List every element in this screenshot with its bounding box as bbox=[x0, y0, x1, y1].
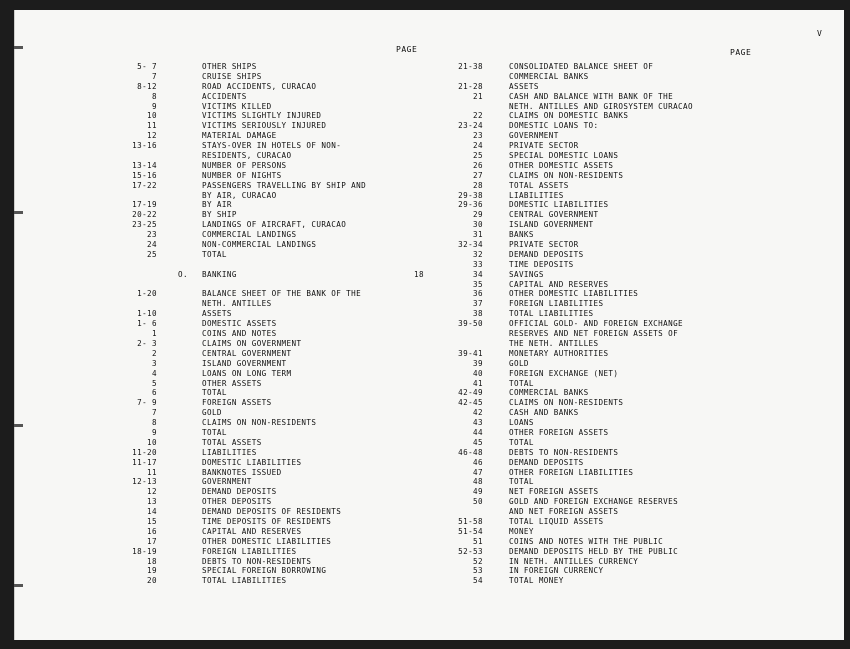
entry-label: FOREIGN LIABILITIES bbox=[509, 299, 604, 309]
entry-label: CLAIMS ON GOVERNMENT bbox=[202, 338, 302, 348]
entry-label: LANDINGS OF AIRCRAFT, CURACAO bbox=[202, 220, 347, 230]
entry-label: COINS AND NOTES WITH THE PUBLIC bbox=[509, 536, 664, 546]
entry-label: OTHER DOMESTIC ASSETS bbox=[509, 160, 614, 170]
entry-reference: 41 bbox=[473, 378, 483, 388]
left-page-heading: PAGE bbox=[396, 45, 418, 54]
entry-label: DOMESTIC LOANS TO: bbox=[509, 121, 599, 131]
entry-reference: 50 bbox=[473, 497, 483, 507]
entry-reference: 16 bbox=[147, 526, 157, 536]
entry-reference: 44 bbox=[473, 427, 483, 437]
entry-reference: 46-48 bbox=[458, 447, 483, 457]
entry-label: OTHER FOREIGN ASSETS bbox=[509, 427, 609, 437]
entry-label: TOTAL bbox=[509, 437, 534, 447]
entry-reference: 12-13 bbox=[132, 477, 157, 487]
entry-label: FOREIGN EXCHANGE (NET) bbox=[509, 368, 619, 378]
entry-label: CASH AND BALANCE WITH BANK OF THE bbox=[509, 91, 674, 101]
entry-label: BY AIR bbox=[202, 200, 232, 210]
entry-label: FOREIGN ASSETS bbox=[202, 398, 272, 408]
entry-reference: 11 bbox=[147, 121, 157, 131]
entry-reference: 54 bbox=[473, 576, 483, 586]
entry-reference: 32-34 bbox=[458, 240, 483, 250]
entry-label: TOTAL LIABILITIES bbox=[509, 309, 594, 319]
entry-label: NON-COMMERCIAL LANDINGS bbox=[202, 240, 317, 250]
entry-reference: 52 bbox=[473, 556, 483, 566]
entry-reference: 42 bbox=[473, 408, 483, 418]
entry-reference: 13-14 bbox=[132, 160, 157, 170]
entry-label: TOTAL LIABILITIES bbox=[202, 576, 287, 586]
entry-reference: 17-22 bbox=[132, 180, 157, 190]
entry-label: DEMAND DEPOSITS bbox=[509, 249, 584, 259]
entry-label: DEMAND DEPOSITS OF RESIDENTS bbox=[202, 507, 342, 517]
entry-label: SAVINGS bbox=[509, 269, 544, 279]
entry-reference: 42-49 bbox=[458, 388, 483, 398]
entry-reference: 21 bbox=[473, 91, 483, 101]
entry-reference: 39 bbox=[473, 358, 483, 368]
entry-reference: 18 bbox=[147, 556, 157, 566]
entry-label: TIME DEPOSITS bbox=[509, 259, 574, 269]
entry-label: CLAIMS ON NON-RESIDENTS bbox=[509, 170, 624, 180]
entry-label: GOLD bbox=[509, 358, 529, 368]
entry-label: THE NETH. ANTILLES bbox=[509, 338, 599, 348]
entry-reference: 15 bbox=[147, 516, 157, 526]
entry-reference: 7 bbox=[152, 71, 157, 81]
entry-label: GOVERNMENT bbox=[202, 477, 252, 487]
entry-label: NUMBER OF PERSONS bbox=[202, 160, 287, 170]
entry-label: CLAIMS ON NON-RESIDENTS bbox=[202, 418, 317, 428]
entry-label: CLAIMS ON DOMESTIC BANKS bbox=[509, 111, 629, 121]
entry-label: NETH. ANTILLES AND GIROSYSTEM CURACAO bbox=[509, 101, 693, 111]
entry-reference: 45 bbox=[473, 437, 483, 447]
entry-label: LIABILITIES bbox=[202, 447, 257, 457]
entry-reference: 36 bbox=[473, 289, 483, 299]
entry-reference: 21-28 bbox=[458, 81, 483, 91]
entry-reference: 33 bbox=[473, 259, 483, 269]
entry-label: BANKS bbox=[509, 230, 534, 240]
entry-label: ASSETS bbox=[202, 309, 232, 319]
entry-reference: 1 bbox=[152, 329, 157, 339]
entry-label: TOTAL ASSETS bbox=[509, 180, 569, 190]
entry-label: MATERIAL DAMAGE bbox=[202, 131, 277, 141]
entry-reference: 21-38 bbox=[458, 62, 483, 71]
entry-label: PRIVATE SECTOR bbox=[509, 141, 579, 151]
entry-reference: 17-19 bbox=[132, 200, 157, 210]
entry-label: CENTRAL GOVERNMENT bbox=[509, 210, 599, 220]
entry-reference: 51 bbox=[473, 536, 483, 546]
entry-reference: 39-41 bbox=[458, 348, 483, 358]
entry-reference: 48 bbox=[473, 477, 483, 487]
entry-label: OTHER DEPOSITS bbox=[202, 497, 272, 507]
entry-label: DEBTS TO NON-RESIDENTS bbox=[509, 447, 619, 457]
entry-reference: 10 bbox=[147, 437, 157, 447]
entry-reference: 30 bbox=[473, 220, 483, 230]
entry-label: OTHER DOMESTIC LIABILITIES bbox=[509, 289, 639, 299]
entry-label: NUMBER OF NIGHTS bbox=[202, 170, 282, 180]
entry-label: CASH AND BANKS bbox=[509, 408, 579, 418]
entry-reference: 51-54 bbox=[458, 526, 483, 536]
entry-label: COMMERCIAL LANDINGS bbox=[202, 230, 297, 240]
entry-label: TOTAL bbox=[202, 388, 227, 398]
section-page-number: 18 bbox=[414, 269, 424, 279]
entry-reference: 35 bbox=[473, 279, 483, 289]
entry-label: TOTAL bbox=[509, 378, 534, 388]
entry-label: MONEY bbox=[509, 526, 534, 536]
entry-label: COINS AND NOTES bbox=[202, 329, 277, 339]
entry-reference: 4 bbox=[152, 368, 157, 378]
binder-ring bbox=[14, 46, 23, 49]
entry-reference: 12 bbox=[147, 131, 157, 141]
entry-reference: 29 bbox=[473, 210, 483, 220]
entry-label: DOMESTIC LIABILITIES bbox=[509, 200, 609, 210]
entry-reference: 14 bbox=[147, 507, 157, 517]
entry-reference: 9 bbox=[152, 427, 157, 437]
entry-reference: 1- 6 bbox=[137, 319, 157, 329]
entry-label: PRIVATE SECTOR bbox=[509, 240, 579, 250]
entry-reference: 23 bbox=[147, 230, 157, 240]
entry-label: LIABILITIES bbox=[509, 190, 564, 200]
entry-reference: 11 bbox=[147, 467, 157, 477]
entry-reference: 15-16 bbox=[132, 170, 157, 180]
entry-label: DEBTS TO NON-RESIDENTS bbox=[202, 556, 312, 566]
entry-reference: 9 bbox=[152, 101, 157, 111]
entry-label: OTHER SHIPS bbox=[202, 62, 257, 71]
entry-reference: 5- 7 bbox=[137, 62, 157, 71]
entry-label: PASSENGERS TRAVELLING BY SHIP AND bbox=[202, 180, 367, 190]
entry-reference: 34 bbox=[473, 269, 483, 279]
entry-label: BANKING bbox=[202, 269, 237, 279]
entry-reference: 3 bbox=[152, 358, 157, 368]
section-letter: O. bbox=[178, 269, 188, 279]
entry-reference: 53 bbox=[473, 566, 483, 576]
page-number: V bbox=[817, 29, 823, 38]
entry-label: OTHER ASSETS bbox=[202, 378, 262, 388]
entry-label: CENTRAL GOVERNMENT bbox=[202, 348, 292, 358]
entry-reference: 7- 9 bbox=[137, 398, 157, 408]
entry-label: TOTAL bbox=[202, 427, 227, 437]
entry-label: ASSETS bbox=[509, 81, 539, 91]
entry-label: RESERVES AND NET FOREIGN ASSETS OF bbox=[509, 329, 679, 339]
entry-reference: 20-22 bbox=[132, 210, 157, 220]
entry-label: TOTAL LIQUID ASSETS bbox=[509, 516, 604, 526]
entry-reference: 6 bbox=[152, 388, 157, 398]
entry-reference: 39-50 bbox=[458, 319, 483, 329]
entry-reference: 11-20 bbox=[132, 447, 157, 457]
entry-label: ISLAND GOVERNMENT bbox=[509, 220, 594, 230]
entry-label: DEMAND DEPOSITS HELD BY THE PUBLIC bbox=[509, 546, 679, 556]
entry-label: COMMERCIAL BANKS bbox=[509, 71, 589, 81]
entry-reference: 18-19 bbox=[132, 546, 157, 556]
entry-label: CRUISE SHIPS bbox=[202, 71, 262, 81]
entry-reference: 25 bbox=[147, 249, 157, 259]
entry-reference: 29-38 bbox=[458, 190, 483, 200]
entry-label: NETH. ANTILLES bbox=[202, 299, 272, 309]
entry-label: BALANCE SHEET OF THE BANK OF THE bbox=[202, 289, 362, 299]
entry-reference: 28 bbox=[473, 180, 483, 190]
entry-label: ROAD ACCIDENTS, CURACAO bbox=[202, 81, 317, 91]
entry-label: CONSOLIDATED BALANCE SHEET OF bbox=[509, 62, 654, 71]
entry-label: GOLD AND FOREIGN EXCHANGE RESERVES bbox=[509, 497, 679, 507]
entry-reference: 24 bbox=[147, 240, 157, 250]
entry-label: LOANS ON LONG TERM bbox=[202, 368, 292, 378]
entry-label: OTHER FOREIGN LIABILITIES bbox=[509, 467, 634, 477]
entry-label: CLAIMS ON NON-RESIDENTS bbox=[509, 398, 624, 408]
entry-label: TIME DEPOSITS OF RESIDENTS bbox=[202, 516, 332, 526]
entry-reference: 38 bbox=[473, 309, 483, 319]
right-page-heading: PAGE bbox=[730, 48, 752, 57]
entry-label: DEMAND DEPOSITS bbox=[509, 457, 584, 467]
entry-label: DEMAND DEPOSITS bbox=[202, 487, 277, 497]
entry-label: COMMERCIAL BANKS bbox=[509, 388, 589, 398]
entry-label: VICTIMS SLIGHTLY INJURED bbox=[202, 111, 322, 121]
entry-reference: 47 bbox=[473, 467, 483, 477]
entry-label: SPECIAL DOMESTIC LOANS bbox=[509, 151, 619, 161]
entry-reference: 22 bbox=[473, 111, 483, 121]
entry-label: OTHER DOMESTIC LIABILITIES bbox=[202, 536, 332, 546]
entry-label: RESIDENTS, CURACAO bbox=[202, 151, 292, 161]
entry-reference: 8-12 bbox=[137, 81, 157, 91]
entry-reference: 37 bbox=[473, 299, 483, 309]
entry-label: FOREIGN LIABILITIES bbox=[202, 546, 297, 556]
entry-reference: 13-16 bbox=[132, 141, 157, 151]
entry-reference: 17 bbox=[147, 536, 157, 546]
entry-reference: 20 bbox=[147, 576, 157, 586]
entry-reference: 7 bbox=[152, 408, 157, 418]
entry-label: TOTAL ASSETS bbox=[202, 437, 262, 447]
entry-label: BY AIR, CURACAO bbox=[202, 190, 277, 200]
entry-label: IN FOREIGN CURRENCY bbox=[509, 566, 604, 576]
entry-reference: 43 bbox=[473, 418, 483, 428]
entry-label: OFFICIAL GOLD- AND FOREIGN EXCHANGE bbox=[509, 319, 684, 329]
entry-label: CAPITAL AND RESERVES bbox=[202, 526, 302, 536]
entry-label: IN NETH. ANTILLES CURRENCY bbox=[509, 556, 639, 566]
entry-reference: 11-17 bbox=[132, 457, 157, 467]
entry-label: MONETARY AUTHORITIES bbox=[509, 348, 609, 358]
entry-reference: 5 bbox=[152, 378, 157, 388]
entry-label: GOLD bbox=[202, 408, 222, 418]
entry-label: VICTIMS SERIOUSLY INJURED bbox=[202, 121, 327, 131]
entry-reference: 51-58 bbox=[458, 516, 483, 526]
entry-label: STAYS-OVER IN HOTELS OF NON- bbox=[202, 141, 342, 151]
entry-reference: 52-53 bbox=[458, 546, 483, 556]
entry-label: TOTAL bbox=[509, 477, 534, 487]
entry-reference: 1-10 bbox=[137, 309, 157, 319]
entry-label: SPECIAL FOREIGN BORROWING bbox=[202, 566, 327, 576]
entry-reference: 27 bbox=[473, 170, 483, 180]
entry-reference: 8 bbox=[152, 418, 157, 428]
entry-reference: 13 bbox=[147, 497, 157, 507]
entry-reference: 29-36 bbox=[458, 200, 483, 210]
entry-reference: 8 bbox=[152, 91, 157, 101]
entry-label: DOMESTIC ASSETS bbox=[202, 319, 277, 329]
entry-label: ACCIDENTS bbox=[202, 91, 247, 101]
entry-reference: 26 bbox=[473, 160, 483, 170]
entry-reference: 23 bbox=[473, 131, 483, 141]
entry-label: AND NET FOREIGN ASSETS bbox=[509, 507, 619, 517]
entry-reference: 12 bbox=[147, 487, 157, 497]
entry-label: BY SHIP bbox=[202, 210, 237, 220]
entry-label: NET FOREIGN ASSETS bbox=[509, 487, 599, 497]
entry-reference: 24 bbox=[473, 141, 483, 151]
entry-label: ISLAND GOVERNMENT bbox=[202, 358, 287, 368]
entry-reference: 40 bbox=[473, 368, 483, 378]
entry-reference: 2 bbox=[152, 348, 157, 358]
entry-label: DOMESTIC LIABILITIES bbox=[202, 457, 302, 467]
entry-label: LOANS bbox=[509, 418, 534, 428]
entry-label: TOTAL bbox=[202, 249, 227, 259]
entry-reference: 1-20 bbox=[137, 289, 157, 299]
page-spine bbox=[14, 10, 15, 640]
entry-label: TOTAL MONEY bbox=[509, 576, 564, 586]
entry-reference: 49 bbox=[473, 487, 483, 497]
entry-label: GOVERNMENT bbox=[509, 131, 559, 141]
entry-label: VICTIMS KILLED bbox=[202, 101, 272, 111]
entry-label: CAPITAL AND RESERVES bbox=[509, 279, 609, 289]
entry-reference: 31 bbox=[473, 230, 483, 240]
entry-reference: 2- 3 bbox=[137, 338, 157, 348]
entry-reference: 46 bbox=[473, 457, 483, 467]
entry-reference: 10 bbox=[147, 111, 157, 121]
entry-reference: 42-45 bbox=[458, 398, 483, 408]
entry-reference: 23-25 bbox=[132, 220, 157, 230]
entry-reference: 19 bbox=[147, 566, 157, 576]
entry-label: BANKNOTES ISSUED bbox=[202, 467, 282, 477]
entry-reference: 25 bbox=[473, 151, 483, 161]
entry-reference: 32 bbox=[473, 249, 483, 259]
entry-reference: 23-24 bbox=[458, 121, 483, 131]
